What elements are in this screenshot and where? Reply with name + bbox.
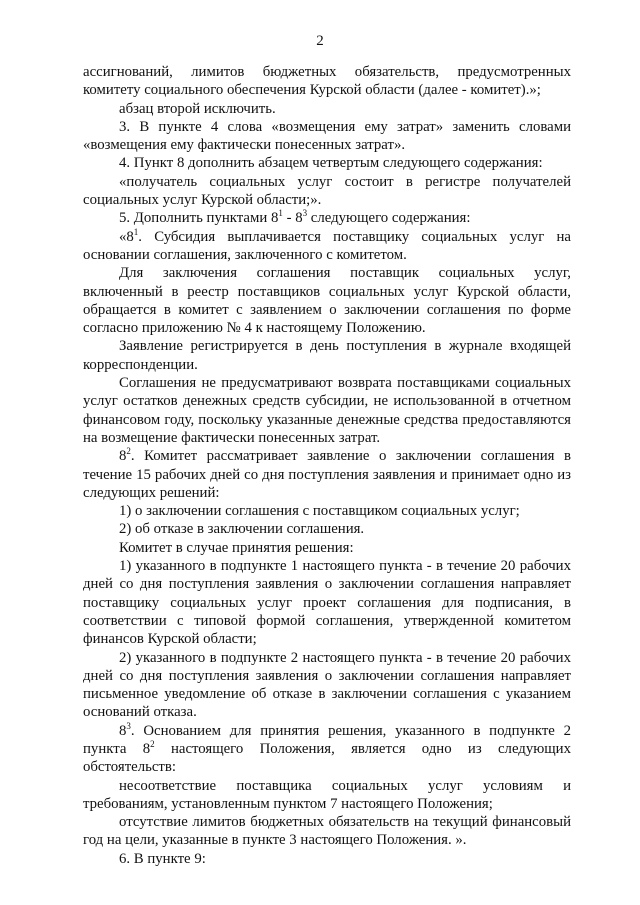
text-run: . Субсидия выплачивается поставщику социальных услуг на основании соглашения, заключенного с комитетом. [83,228,571,263]
superscript: 2 [126,446,131,457]
paragraph-item-3: 3. В пункте 4 слова «возмещения ему затрат» заменить словами «возмещения ему фактически понесенных затрат». [83,118,571,154]
paragraph-decision-2: 2) об отказе в заключении соглашения. [119,521,365,538]
paragraph-subitem-2: 2) указанного в подпункте 2 настоящего пункта - в течение 20 рабочих дней со дня поступления заявления о заключении соглашения направляет письменное уведомление об отказе в заключении соглашения с указанием оснований отказа. [83,649,571,721]
paragraph-continuation: ассигнований, лимитов бюджетных обязательств, предусмотренных комитету социального обеспечения Курской области (далее - комитет).»; [83,64,571,99]
text-run: настоящего Положения, является одно из следующих обстоятельств: [83,740,572,776]
paragraph-item-5 [83,209,571,227]
superscript: 3 [302,208,308,219]
document-body [83,63,571,868]
paragraph-clause-8-3 [83,722,571,777]
text-run: «8 [119,228,134,245]
paragraph-item-4: 4. Пункт 8 дополнить абзацем четвертым следующего содержания: [119,155,543,172]
paragraph-subitem-1: 1) указанного в подпункте 1 настоящего пункта - в течение 20 рабочих дней со дня поступления заявления о заключении соглашения направляет поставщику социальных услуг проект соглашения для подписания, в соответствии с типовой формой соглашения, утвержденной комитетом финансов Курской области; [83,558,571,648]
superscript: 1 [133,226,139,237]
text-run: 5. Дополнить пунктами 8 [119,210,279,227]
paragraph-item-4-quote: «получатель социальных услуг состоит в регистре получателей социальных услуг Курской области;». [83,173,571,209]
paragraph-committee-decision: Комитет в случае принятия решения: [119,539,354,556]
paragraph-remove-clause: абзац второй исключить. [119,100,276,117]
text-run: 8 [119,448,127,465]
paragraph-nonconformity: несоответствие поставщика социальных услуг условиям и требованиям, установленным пунктом 7 настоящего Положения; [83,777,571,812]
paragraph-registration: Заявление регистрируется в день поступления в журнале входящей корреспонденции. [83,338,571,373]
text-run: . Основанием для принятия решения, указанного в подпункте 2 пункта 8 [83,722,571,757]
superscript: 3 [126,720,131,731]
paragraph-clause-8-2 [83,447,571,502]
text-run: 8 [119,722,127,739]
text-run: . Комитет рассматривает заявление о заключении соглашения в течение 15 рабочих дней со дня поступления заявления и принимает одно из следующих решений: [83,448,571,501]
paragraph-clause-8-1 [83,228,571,265]
text-run: - 8 [282,210,303,227]
paragraph-agreement-application: Для заключения соглашения поставщик социальных услуг, включенный в реестр поставщиков социальных услуг Курской области, обращается в комитет с заявлением о заключении соглашения по форме согласно приложению № 4 к настоящему Положению. [83,265,571,337]
paragraph-no-limits: отсутствие лимитов бюджетных обязательств на текущий финансовый год на цели, указанные в пункте 3 настоящего Положения. ». [83,814,571,849]
superscript: 1 [278,208,283,219]
text-run: следующего содержания: [307,210,471,227]
paragraph-no-refund: Соглашения не предусматривают возврата поставщиками социальных услуг остатков денежных средств субсидии, не использованной в отчетном финансовом году, поскольку указанные денежные средства предоставляются на возмещение фактически понесенных затрат. [83,375,571,446]
page-number: 2 [316,33,324,49]
paragraph-decision-1: 1) о заключении соглашения с поставщиком социальных услуг; [119,503,520,520]
superscript: 2 [150,738,155,749]
paragraph-item-6: 6. В пункте 9: [119,850,206,867]
